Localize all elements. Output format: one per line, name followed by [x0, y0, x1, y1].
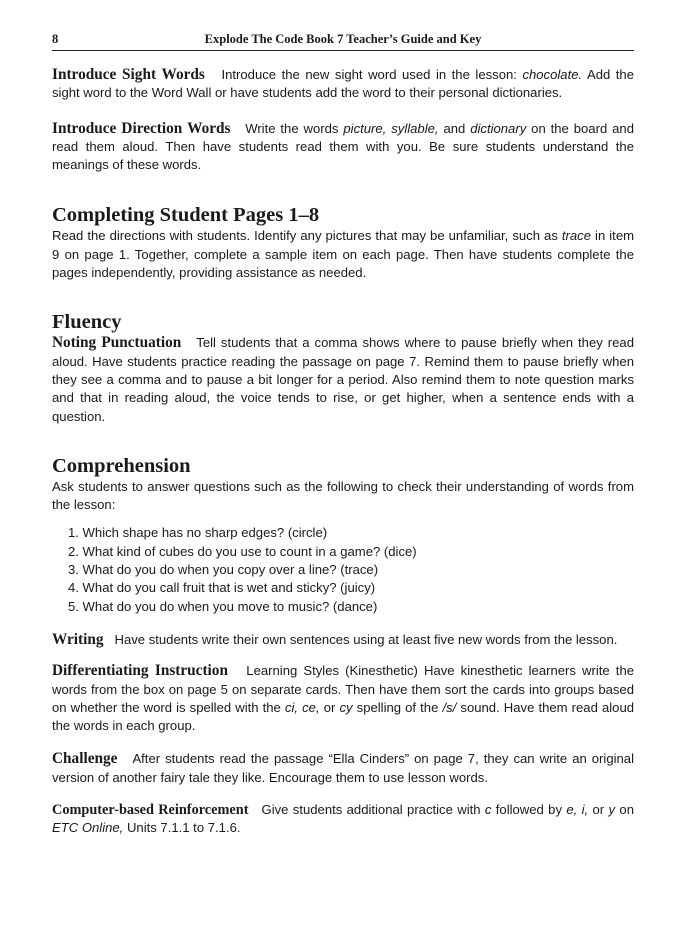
- differentiating-italic-2: cy: [339, 699, 353, 715]
- sight-words-text: Introduce the new sight word used in the lesson:: [221, 67, 523, 82]
- direction-words-paragraph: [52, 120, 634, 175]
- challenge-text: After students read the passage “Ella Cinders” on page 7, they can write an original version of another fairy tale they like. Encourage them to use lesson words.: [52, 751, 634, 785]
- direction-words-heading: Introduce Direction Words: [52, 119, 231, 137]
- writing-heading: Writing: [52, 630, 104, 648]
- list-item: 1. Which shape has no sharp edges? (circle): [68, 525, 328, 541]
- differentiating-text-2: or: [319, 699, 340, 715]
- fluency-paragraph: [52, 334, 634, 425]
- sight-words-text-2: Add the sight word to the Word Wall or have students add the word to their personal dictionaries.: [52, 67, 634, 101]
- differentiating-text-3: spelling of the: [352, 699, 443, 715]
- comprehension-heading: Comprehension: [52, 454, 191, 477]
- noting-punctuation-heading: Noting Punctuation: [52, 334, 182, 352]
- running-header: [52, 30, 634, 51]
- differentiating-italic-3: /s/: [442, 699, 457, 715]
- list-item: 5. What do you do when you move to music? (dance): [68, 598, 378, 614]
- direction-word-2: dictionary: [470, 120, 527, 136]
- computer-italic-2: e, i,: [566, 802, 589, 818]
- computer-text-5: Units 7.1.1 to 7.1.6.: [123, 820, 241, 836]
- question-list: [52, 524, 634, 615]
- computer-italic-1: c: [484, 802, 492, 818]
- sight-word: chocolate.: [522, 67, 583, 82]
- computer-paragraph: [52, 801, 634, 838]
- computer-italic-3: y: [608, 802, 616, 818]
- book-title: Explode The Code Book 7 Teacher’s Guide and Key: [204, 32, 482, 46]
- writing-text: Have students write their own sentences using at least five new words from the lesson.: [114, 631, 618, 647]
- completing-heading: Completing Student Pages 1–8: [52, 204, 320, 227]
- fluency-heading: Fluency: [52, 311, 122, 334]
- page-number: 8: [52, 32, 59, 46]
- list-item: 3. What do you do when you copy over a line? (trace): [68, 562, 379, 578]
- direction-word-1: picture, syllable,: [343, 120, 439, 136]
- direction-words-text-3: on the board and read them aloud. Then have students read them with you. Be sure students understand the meanings of these words.: [52, 120, 634, 173]
- challenge-heading: Challenge: [52, 750, 118, 768]
- fluency-text: Tell students that a comma shows where to pause briefly when they read aloud. Have students practice reading the passage on page 7. Remind them to pause briefly when they see a comma and to pause a bit longer for a period. Also remind them to note question marks and that in reading aloud, the voice tends to rise, or get higher, when a sentence ends with a question.: [52, 335, 634, 424]
- completing-text: Read the directions with students. Identify any pictures that may be unfamiliar, such as: [52, 228, 562, 244]
- differentiating-text-4: sound. Have them read aloud the words in each group.: [52, 699, 635, 734]
- writing-paragraph: [52, 631, 634, 649]
- completing-paragraph: [52, 227, 634, 282]
- comprehension-intro: Ask students to answer questions such as the following to check their understanding of words from the lesson:: [52, 478, 634, 513]
- computer-text: Give students additional practice with: [261, 802, 485, 818]
- differentiating-text: Learning Styles (Kinesthetic) Have kinesthetic learners write the words from the box on page 5 on separate cards. Then have them sort the cards into groups based on whether the word is spelled with the: [52, 663, 635, 715]
- computer-heading: Computer-based Reinforcement: [52, 802, 249, 819]
- list-item: 2. What kind of cubes do you use to count in a game? (dice): [68, 543, 417, 559]
- list-item: 4. What do you call fruit that is wet and sticky? (juicy): [68, 580, 376, 596]
- direction-words-text: Write the words: [245, 120, 344, 136]
- challenge-paragraph: [52, 750, 634, 787]
- differentiating-paragraph: [52, 662, 634, 735]
- differentiating-heading: Differentiating Instruction: [52, 662, 228, 680]
- sight-words-paragraph: [52, 66, 634, 103]
- completing-word: trace: [561, 228, 592, 244]
- differentiating-italic-1: ci, ce,: [284, 699, 320, 715]
- sight-words-heading: Introduce Sight Words: [52, 66, 205, 83]
- computer-text-4: on: [615, 802, 634, 818]
- page-body: [52, 66, 634, 838]
- computer-text-2: followed by: [491, 802, 567, 818]
- computer-text-3: or: [588, 802, 609, 818]
- completing-text-2: in item 9 on page 1. Together, complete a sample item on each page. Then have students complete the pages independently, providing assistance as needed.: [52, 228, 635, 281]
- direction-words-text-2: and: [438, 120, 471, 136]
- computer-italic-4: ETC Online,: [52, 820, 124, 836]
